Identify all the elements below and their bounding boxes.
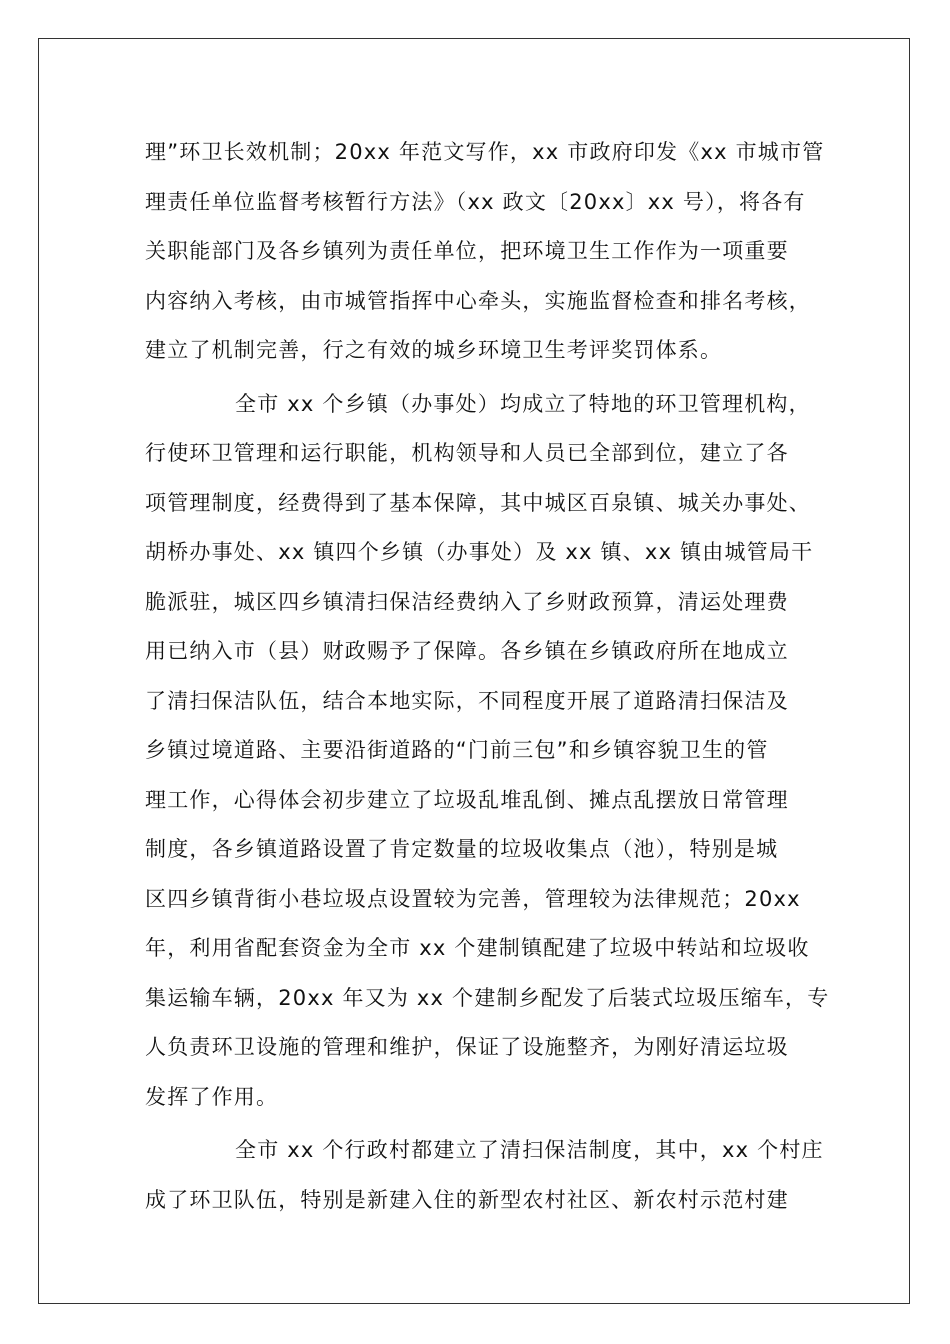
text-line-first: 全市 xx 个乡镇（办事处）均成立了特地的环卫管理机构， [235,391,811,416]
text-line: 人负责环卫设施的管理和维护，保证了设施整齐，为刚好清运垃圾 [145,1035,789,1059]
text-line: 项管理制度，经费得到了基本保障，其中城区百泉镇、城关办事处、 [145,490,811,515]
text-line: 关职能部门及各乡镇列为责任单位，把环境卫生工作作为一项重要 [145,239,789,263]
text-line: 理责任单位监督考核暂行方法》（xx 政文〔20xx〕xx 号），将各有 [145,189,806,214]
text-line: 发挥了作用。 [145,1084,279,1109]
paragraph-2 [145,384,835,1127]
paragraph-1 [145,132,835,380]
text-line: 建立了机制完善，行之有效的城乡环境卫生考评奖罚体系。 [145,338,723,362]
text-line: 区四乡镇背街小巷垃圾点设置较为完善，管理较为法律规范；20xx [145,886,801,911]
text-line: 胡桥办事处、xx 镇四个乡镇（办事处）及 xx 镇、xx 镇由城管局干 [145,540,814,564]
document-body [145,132,835,1229]
text-line: 成了环卫队伍，特别是新建入住的新型农村社区、新农村示范村建 [145,1187,789,1212]
text-line: 行使环卫管理和运行职能，机构领导和人员已全部到位，建立了各 [145,441,789,465]
text-line: 理工作，心得体会初步建立了垃圾乱堆乱倒、摊点乱摆放日常管理 [145,787,789,812]
text-line: 乡镇过境道路、主要沿街道路的“门前三包”和乡镇容貌卫生的管 [145,738,769,762]
text-line: 制度，各乡镇道路设置了肯定数量的垃圾收集点（池），特别是城 [145,837,779,861]
text-line-first: 全市 xx 个行政村都建立了清扫保洁制度，其中，xx 个村庄 [235,1138,824,1162]
text-line: 了清扫保洁队伍，结合本地实际，不同程度开展了道路清扫保洁及 [145,688,789,713]
text-line: 年，利用省配套资金为全市 xx 个建制镇配建了垃圾中转站和垃圾收 [145,936,810,960]
text-line: 内容纳入考核，由市城管指挥中心牵头，实施监督检查和排名考核， [145,288,811,313]
text-line: 理”环卫长效机制；20xx 年范文写作，xx 市政府印发《xx 市城市管 [145,140,825,164]
text-line: 集运输车辆，20xx 年又为 xx 个建制乡配发了后装式垃圾压缩车，专 [145,985,830,1010]
text-line: 脆派驻，城区四乡镇清扫保洁经费纳入了乡财政预算，清运处理费 [145,589,789,614]
paragraph-3 [145,1130,835,1229]
text-line: 用已纳入市（县）财政赐予了保障。各乡镇在乡镇政府所在地成立 [145,639,789,663]
